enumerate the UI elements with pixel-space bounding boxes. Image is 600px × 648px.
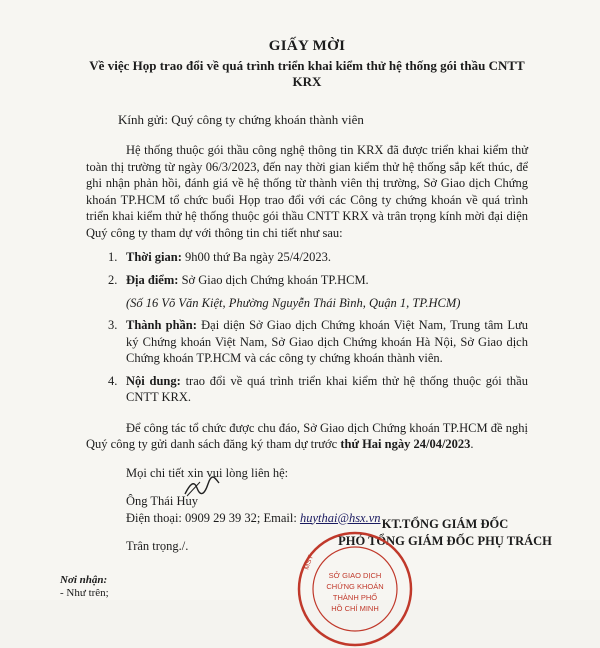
item-number: 1. <box>108 250 118 264</box>
contact-name: Ông Thái Huy <box>126 494 198 508</box>
recipients-block <box>60 574 109 600</box>
registration-end: . <box>470 437 474 451</box>
contact-email-link[interactable]: huythai@hsx.vn <box>299 510 381 525</box>
item-text: Đại diện Sở Giao dịch Chứng khoán Việt Nam, Trung tâm Lưu ký Chứng khoán Việt Nam, Sở Giao dịch Chứng khoán Hà Nội, Sở Giao dịch Chứng khoán TP.HCM và các công ty chứng khoán thành viên. <box>126 318 528 365</box>
document-title: GIẤY MỜI <box>268 38 346 54</box>
contact-intro: Mọi chi tiết xin vui lòng liên hệ: <box>126 465 289 480</box>
item-text: 9h00 thứ Ba ngày 25/4/2023. <box>181 250 332 264</box>
seal-text-line-1: SỞ GIAO DỊCH <box>328 571 382 580</box>
venue-address: (Số 16 Võ Văn Kiệt, Phường Nguyễn Thái Bình, Quận 1, TP.HCM) <box>126 296 461 310</box>
item-text: Sở Giao dịch Chứng khoán TP.HCM. <box>178 272 369 287</box>
signatory-line-1: KT.TỔNG GIÁM ĐỐC <box>381 517 509 531</box>
official-seal <box>296 530 414 648</box>
item-number: 2. <box>108 272 118 287</box>
recipient-item: - Như trên; <box>60 587 109 599</box>
intro-paragraph: Hệ thống thuộc gói thầu công nghệ thông tin KRX đã được triển khai kiểm thử toàn thị trường từ ngày 06/3/2023, đến nay thời gian kiểm thử hệ thống sắp kết thúc, để ghi nhận phản hồi, đánh giá về hệ thống từ thành viên thị trường, Sở Giao dịch Chứng khoán TP.HCM tổ chức buổi Họp trao đổi với các Công ty chứng khoán về quá trình triển khai kiểm thử hệ thống thuộc gói thầu CNTT KRX và trân trọng kính mời đại diện Quý công ty tham dự với thông tin chi tiết như sau: <box>86 143 528 240</box>
seal-text-line-4: HỒ CHÍ MINH <box>331 604 379 613</box>
closing: Trân trọng./. <box>126 539 189 553</box>
registration-deadline: thứ Hai ngày 24/04/2023 <box>340 437 471 451</box>
list-item <box>86 249 528 266</box>
contact-phone: Điện thoại: 0909 29 39 32; Email: <box>126 510 300 525</box>
signatory-line-2: PHÓ TỔNG GIÁM ĐỐC PHỤ TRÁCH <box>338 534 552 548</box>
seal-text-line-3: THÀNH PHỐ <box>332 593 378 602</box>
initials-signature <box>182 474 222 500</box>
item-number: 4. <box>108 373 118 388</box>
registration-text: Để công tác tổ chức được chu đáo, Sở Giao dịch Chứng khoán TP.HCM đề nghị Quý công ty gửi danh sách đăng ký tham dự trước <box>86 420 528 451</box>
item-label: Địa điểm: <box>126 272 179 287</box>
list-item <box>86 272 528 289</box>
seal-text-line-2: CHỨNG KHOÁN <box>326 582 384 591</box>
item-label: Thành phần: <box>126 318 197 332</box>
subtitle-line-1: Về việc Họp trao đổi về quá trình triển khai kiểm thử hệ thống gói thầu CNTT <box>89 58 525 73</box>
salutation: Kính gửi: Quý công ty chứng khoán thành viên <box>118 112 364 127</box>
item-label: Nội dung: <box>126 373 181 388</box>
document-subtitle <box>86 58 528 90</box>
list-item <box>86 317 528 367</box>
registration-paragraph <box>86 420 528 453</box>
recipients-label: Nơi nhận: <box>60 574 108 586</box>
item-label: Thời gian: <box>126 250 182 264</box>
item-text: trao đổi về quá trình triển khai kiểm thử hệ thống thuộc gói thầu CNTT KRX. <box>126 373 528 404</box>
item-number: 3. <box>108 318 118 332</box>
subtitle-line-2: KRX <box>292 74 322 89</box>
details-list <box>86 249 528 406</box>
seal-ring-text: MST <box>303 554 315 571</box>
list-item <box>86 373 528 406</box>
